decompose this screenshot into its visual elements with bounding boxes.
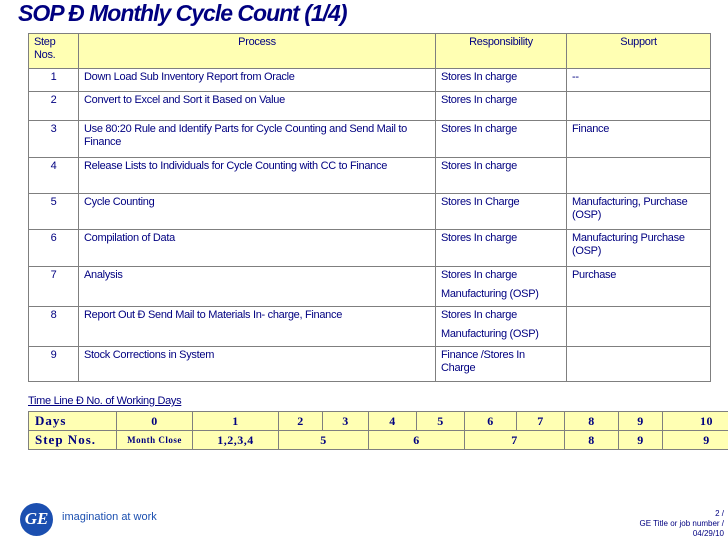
step-number: 3 bbox=[29, 121, 79, 158]
steps-label: Step Nos. bbox=[29, 431, 117, 450]
day-cell: 10 bbox=[663, 412, 728, 431]
day-cell: 2 bbox=[279, 412, 323, 431]
tagline: imagination at work bbox=[62, 511, 157, 523]
header-row bbox=[29, 34, 711, 69]
table-row bbox=[29, 69, 711, 92]
table-row bbox=[29, 230, 711, 267]
step-span-cell: 8 bbox=[565, 431, 619, 450]
step-span-cell: 6 bbox=[369, 431, 465, 450]
step-number: 4 bbox=[29, 158, 79, 194]
support-cell bbox=[567, 307, 711, 347]
responsibility-cell: Stores In charge bbox=[436, 158, 567, 194]
process-cell: Analysis bbox=[79, 267, 436, 307]
timeline-table bbox=[28, 411, 728, 450]
day-cell: 9 bbox=[619, 412, 663, 431]
doc-date: 04/29/10 bbox=[692, 529, 724, 538]
step-span-cell: 5 bbox=[279, 431, 369, 450]
day-cell: 7 bbox=[517, 412, 565, 431]
slide-title: SOP Ð Monthly Cycle Count (1/4) bbox=[18, 0, 347, 26]
step-span-cell: 7 bbox=[465, 431, 565, 450]
step-number: 7 bbox=[29, 267, 79, 307]
day-cell: 6 bbox=[465, 412, 517, 431]
day-cell: 1 bbox=[193, 412, 279, 431]
day-cell: 8 bbox=[565, 412, 619, 431]
day-cell: 0 bbox=[117, 412, 193, 431]
support-cell bbox=[567, 92, 711, 121]
logo-text: GE bbox=[24, 509, 49, 528]
step-span-cell: Month Close bbox=[117, 431, 193, 450]
steps-row bbox=[29, 431, 728, 450]
step-number: 1 bbox=[29, 69, 79, 92]
ge-logo-icon bbox=[20, 503, 53, 536]
support-cell: Finance bbox=[567, 121, 711, 158]
responsibility-cell: Stores In charge bbox=[436, 230, 567, 267]
page-number: 2 / bbox=[715, 509, 724, 518]
day-cell: 3 bbox=[323, 412, 369, 431]
days-label: Days bbox=[29, 412, 117, 431]
table-row bbox=[29, 92, 711, 121]
step-number: 8 bbox=[29, 307, 79, 347]
responsibility-cell: Finance /Stores In Charge bbox=[436, 347, 567, 382]
days-row bbox=[29, 412, 728, 431]
process-cell: Stock Corrections in System bbox=[79, 347, 436, 382]
table-row bbox=[29, 121, 711, 158]
step-number: 9 bbox=[29, 347, 79, 382]
table-row bbox=[29, 158, 711, 194]
process-cell: Use 80:20 Rule and Identify Parts for Cycle Counting and Send Mail to Finance bbox=[79, 121, 436, 158]
step-span-cell: 1,2,3,4 bbox=[193, 431, 279, 450]
step-span-cell: 9 bbox=[663, 431, 728, 450]
process-cell: Report Out Ð Send Mail to Materials In- charge, Finance bbox=[79, 307, 436, 347]
responsibility-line: Stores In charge bbox=[441, 309, 517, 321]
header-responsibility: Responsibility bbox=[436, 34, 567, 69]
process-cell: Convert to Excel and Sort it Based on Value bbox=[79, 92, 436, 121]
table-row bbox=[29, 307, 711, 347]
support-cell: Purchase bbox=[567, 267, 711, 307]
table-row bbox=[29, 267, 711, 307]
table-row bbox=[29, 194, 711, 230]
responsibility-cell bbox=[436, 307, 567, 347]
day-cell: 4 bbox=[369, 412, 417, 431]
process-cell: Down Load Sub Inventory Report from Oracle bbox=[79, 69, 436, 92]
support-cell bbox=[567, 158, 711, 194]
process-cell: Compilation of Data bbox=[79, 230, 436, 267]
responsibility-cell bbox=[436, 267, 567, 307]
header-step: Step Nos. bbox=[29, 34, 79, 69]
timeline-label: Time Line Ð No. of Working Days bbox=[28, 395, 182, 407]
responsibility-line-2: Manufacturing (OSP) bbox=[441, 288, 539, 300]
header-support: Support bbox=[567, 34, 711, 69]
header-process: Process bbox=[79, 34, 436, 69]
support-cell: Manufacturing, Purchase (OSP) bbox=[567, 194, 711, 230]
responsibility-cell: Stores In charge bbox=[436, 92, 567, 121]
support-cell: -- bbox=[567, 69, 711, 92]
doc-title: GE Title or job number / bbox=[639, 519, 724, 528]
step-span-cell: 9 bbox=[619, 431, 663, 450]
footer-info bbox=[640, 509, 724, 539]
support-cell: Manufacturing Purchase (OSP) bbox=[567, 230, 711, 267]
process-cell: Cycle Counting bbox=[79, 194, 436, 230]
step-number: 6 bbox=[29, 230, 79, 267]
process-cell: Release Lists to Individuals for Cycle Counting with CC to Finance bbox=[79, 158, 436, 194]
step-number: 5 bbox=[29, 194, 79, 230]
responsibility-cell: Stores In Charge bbox=[436, 194, 567, 230]
responsibility-line: Stores In charge bbox=[441, 269, 517, 281]
responsibility-cell: Stores In charge bbox=[436, 121, 567, 158]
responsibility-cell: Stores In charge bbox=[436, 69, 567, 92]
responsibility-line-2: Manufacturing (OSP) bbox=[441, 328, 539, 340]
day-cell: 5 bbox=[417, 412, 465, 431]
sop-table bbox=[28, 33, 711, 382]
table-row bbox=[29, 347, 711, 382]
step-number: 2 bbox=[29, 92, 79, 121]
support-cell bbox=[567, 347, 711, 382]
